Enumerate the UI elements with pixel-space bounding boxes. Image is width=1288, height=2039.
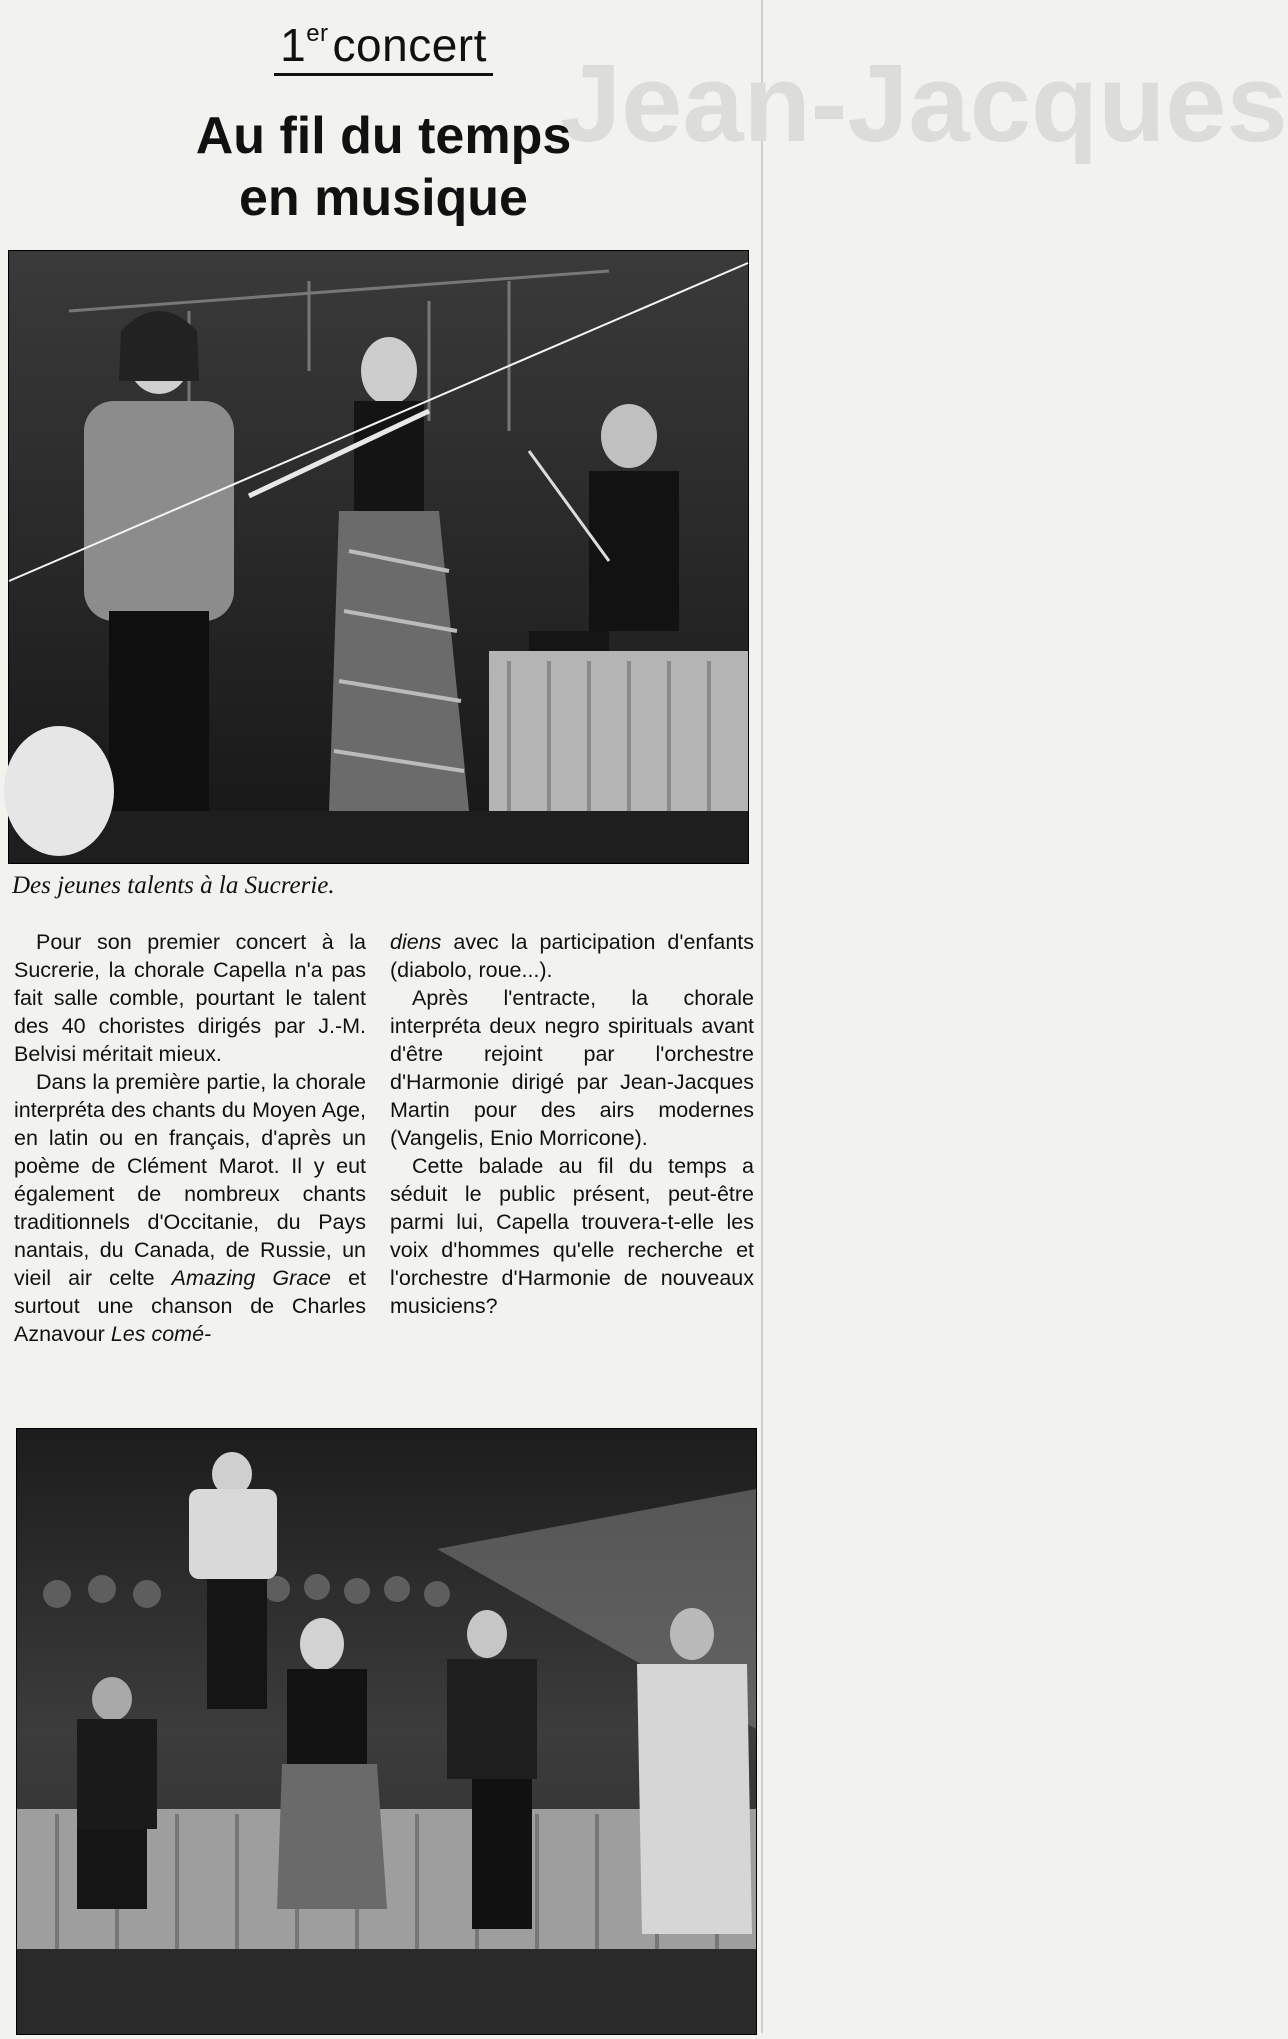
article-headline (0, 105, 767, 229)
stage-photo-illustration (9, 251, 748, 863)
song-title: diens (390, 930, 442, 954)
bleed-through-text: Jean-Jacques (560, 42, 1288, 165)
headline-line-1: Au fil du temps (195, 107, 572, 165)
text-column-right (390, 928, 754, 1320)
text-column-left (14, 928, 366, 1348)
paragraph-text: et surtout une chanson de Charles Aznavour (14, 1266, 367, 1346)
article-kicker (0, 18, 767, 72)
paragraph (14, 1068, 366, 1348)
paragraph: Pour son premier concert à la Sucrerie, la chorale Capella n'a pas fait salle comble, pourtant le talent des 40 choristes dirigés par J.-M. Belvisi méritait mieux. (14, 930, 366, 1066)
stage-performers-photo (8, 250, 749, 864)
paragraph: Après l'entracte, la chorale interpréta deux negro spirituals avant d'être rejoint par l'orchestre d'Harmonie dirigé par Jean-Jacques Martin pour des airs modernes (Vangelis, Enio Morricone). (390, 986, 754, 1150)
paragraph: Cette balade au fil du temps a séduit le public présent, peut-être parmi lui, Capella trouvera-t-elle les voix d'hommes qu'elle recherche et l'orchestre d'Harmonie de nouveaux musiciens? (390, 1154, 754, 1318)
headline-line-2: en musique (239, 169, 528, 227)
audience-photo-illustration (17, 1429, 756, 2034)
photo-caption: Des jeunes talents à la Sucrerie. (12, 872, 335, 899)
page-edge (761, 0, 763, 2033)
kicker-word: concert (332, 19, 487, 71)
paragraph-text: Dans la première partie, la chorale interpréta des chants du Moyen Age, en latin ou en français, d'après un poème de Clément Marot. Il y eut également de nombreux chants traditionnels d'Occitanie, du Pays nantais, du Canada, de Russie, un vieil air celte (14, 1070, 366, 1290)
paragraph (390, 928, 754, 984)
song-title: Amazing Grace (171, 1266, 331, 1290)
paragraph-text: avec la participation d'enfants (diabolo, roue...). (390, 930, 754, 982)
kicker-superscript: er (306, 20, 329, 47)
kicker-number: 1 (280, 19, 307, 71)
concert-audience-photo (16, 1428, 757, 2035)
song-title: Les comé- (110, 1322, 212, 1346)
